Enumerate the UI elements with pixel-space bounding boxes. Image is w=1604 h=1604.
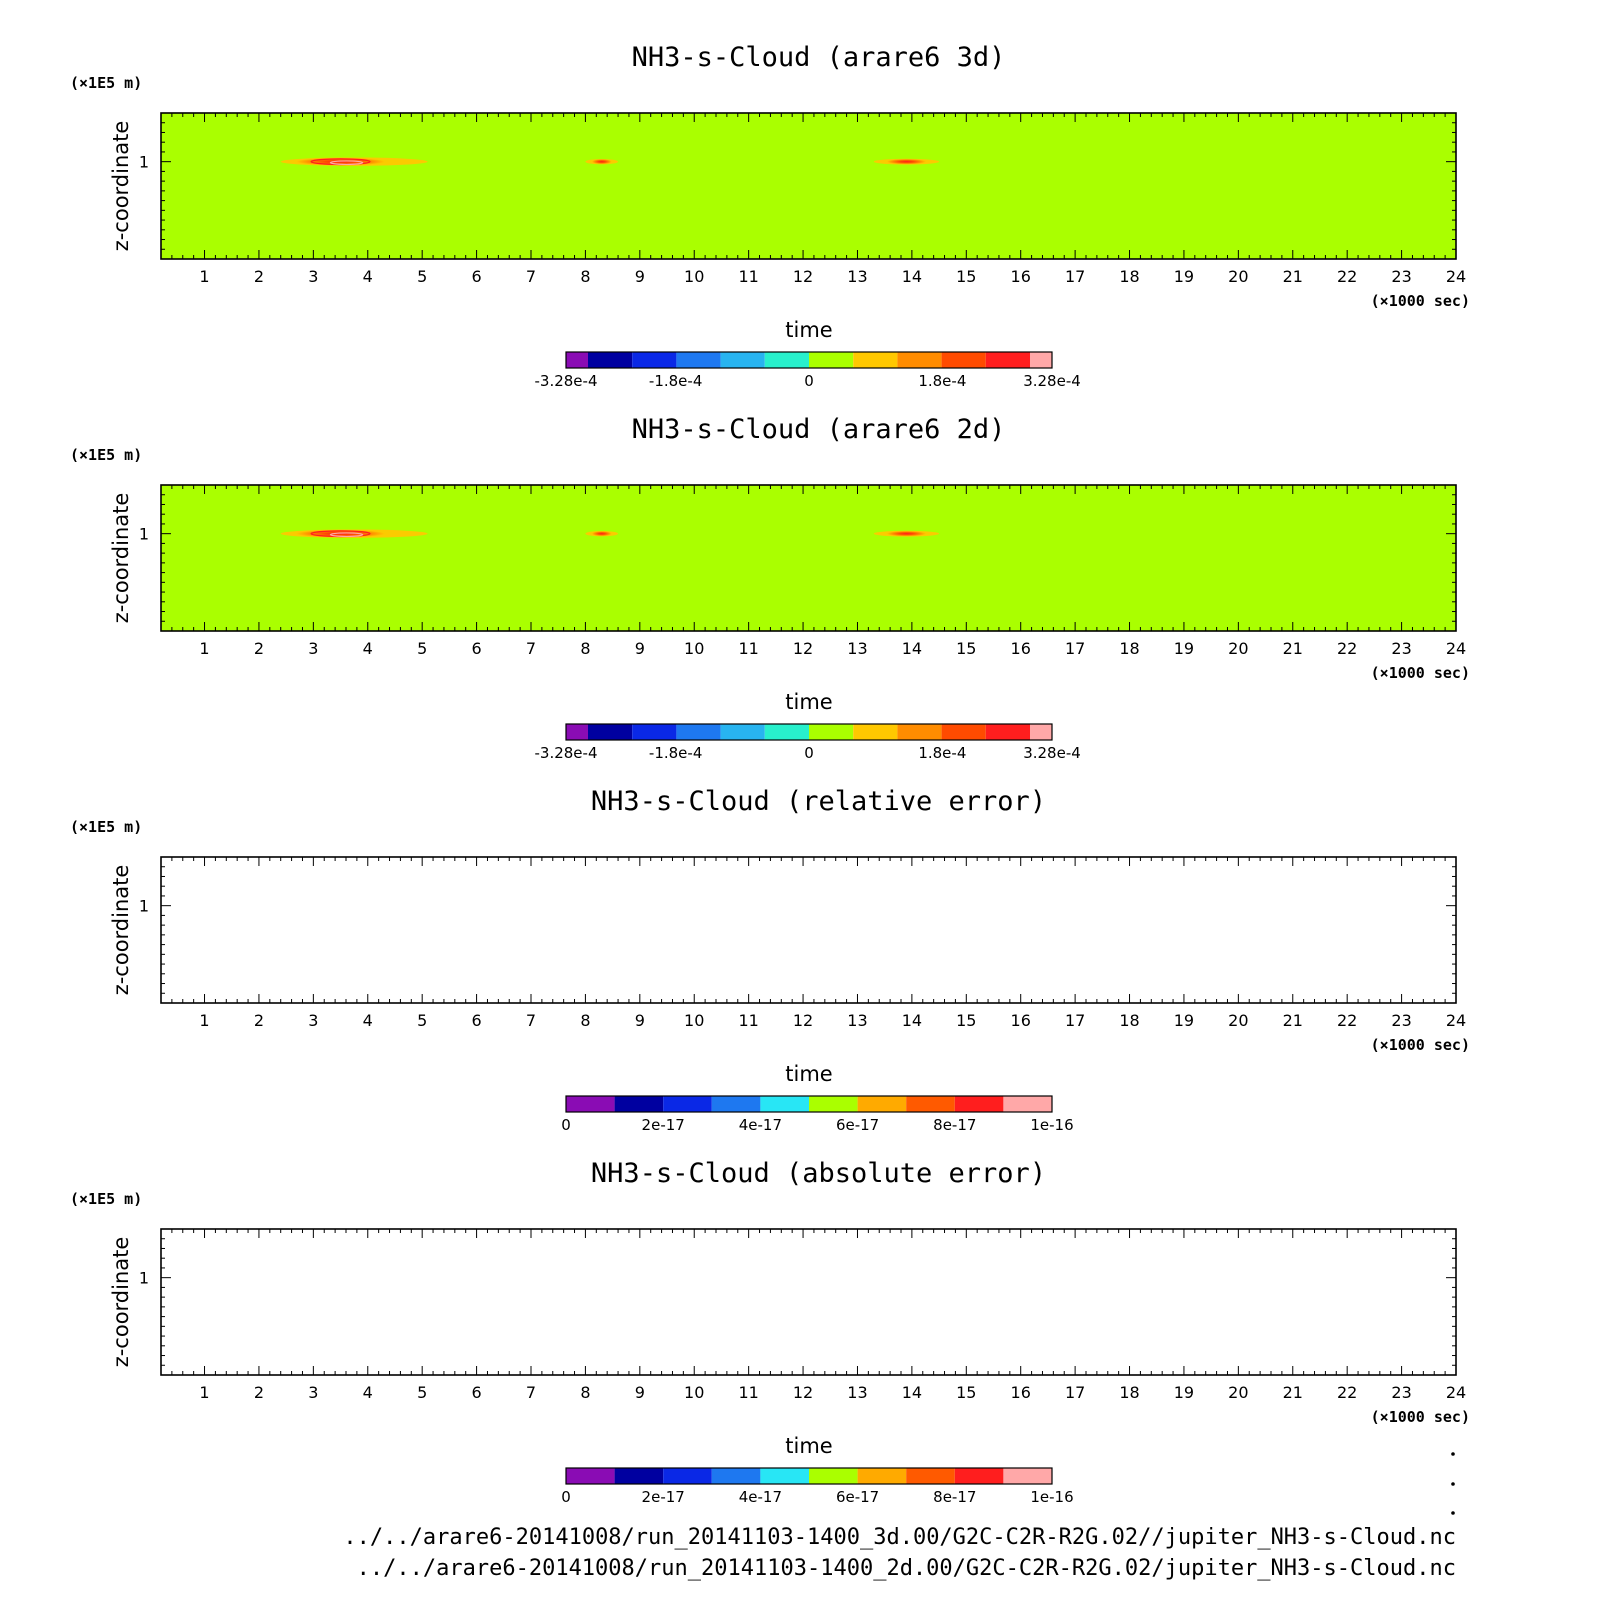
x-tick-label: 7 [525,1011,537,1030]
x-tick-label: 17 [1064,267,1086,286]
x-tick-label: 11 [738,1383,759,1402]
x-tick-label: 17 [1064,639,1086,658]
x-tick-label: 18 [1119,1011,1140,1030]
panel-4 [70,1158,1470,1506]
x-axis-label: time [785,1062,833,1086]
colorbar-cell [942,352,986,368]
plot-frame [161,1229,1456,1375]
x-tick-label: 11 [738,639,759,658]
x-tick-label: 22 [1336,1383,1358,1402]
x-tick-label: 5 [417,1011,428,1030]
colorbar-cell [986,352,1030,368]
colorbar-tick-label: -1.8e-4 [648,372,703,390]
colorbar-cell [588,352,632,368]
x-tick-label: 3 [308,639,319,658]
x-tick-label: 11 [738,267,759,286]
x-tick-label: 22 [1336,267,1358,286]
x-axis-label: time [785,318,833,342]
x-tick-label: 6 [471,1383,482,1402]
colorbar-cell [566,1468,615,1484]
x-tick-label: 21 [1282,267,1303,286]
x-tick-label: 17 [1064,1011,1086,1030]
x-tick-label: 22 [1336,639,1358,658]
x-tick-label: 24 [1445,267,1467,286]
colorbar-tick-label: 0 [561,1116,571,1134]
colorbar-cell [986,724,1030,740]
x-tick-label: 14 [901,1383,923,1402]
x-tick-label: 10 [684,1011,705,1030]
colorbar-cell [897,352,941,368]
colorbar-cell [955,1468,1004,1484]
x-tick-label: 20 [1228,639,1249,658]
x-tick-label: 17 [1064,1383,1086,1402]
colorbar-cell [955,1096,1004,1112]
colorbar-tick-label: 1e-16 [1030,1116,1074,1134]
colorbar-tick-label: 8e-17 [933,1116,977,1134]
y-tick-label: 1 [138,1268,149,1288]
x-tick-label: 16 [1010,267,1031,286]
colorbar-cell [1030,352,1052,368]
x-unit-label: (×1000 sec) [1370,1408,1470,1426]
x-tick-label: 12 [792,1011,814,1030]
x-tick-label: 2 [253,639,265,658]
x-tick-label: 14 [901,267,923,286]
cloud-feature [887,159,926,164]
x-tick-label: 2 [253,1383,265,1402]
x-tick-label: 7 [525,639,537,658]
x-unit-label: (×1000 sec) [1370,1036,1470,1054]
colorbar-tick-label: 1e-16 [1030,1488,1074,1506]
colorbar-tick-label: 3.28e-4 [1023,744,1081,762]
colorbar-tick-label: 4e-17 [738,1488,783,1506]
colorbar-tick-label: -3.28e-4 [534,744,598,762]
x-tick-label: 23 [1391,1383,1412,1402]
x-tick-label: 13 [847,1383,868,1402]
x-tick-label: 24 [1445,639,1467,658]
colorbar-cell [712,1096,761,1112]
x-tick-label: 22 [1336,1011,1358,1030]
x-tick-label: 14 [901,1011,923,1030]
colorbar-cell [721,352,765,368]
x-tick-label: 21 [1282,1383,1303,1402]
x-tick-label: 13 [847,639,868,658]
chart-title: NH3-s-Cloud (relative error) [590,786,1047,817]
colorbar-cell [853,724,897,740]
x-tick-label: 10 [684,639,705,658]
y-axis-label: z-coordinate [109,1236,133,1368]
y-tick-label: 1 [138,524,149,544]
panel-2 [70,414,1470,762]
x-tick-label: 24 [1445,1383,1467,1402]
x-tick-label: 4 [362,1011,373,1030]
colorbar-cell [632,352,676,368]
x-tick-label: 21 [1282,639,1303,658]
x-tick-label: 23 [1391,639,1412,658]
chart-title: NH3-s-Cloud (absolute error) [590,1158,1047,1189]
colorbar-tick-label: 0 [804,744,814,762]
x-tick-label: 5 [417,267,428,286]
x-tick-label: 3 [308,1383,319,1402]
x-tick-label: 18 [1119,267,1140,286]
colorbar-cell [632,724,676,740]
x-tick-label: 9 [634,267,645,286]
corner-dot [1451,1452,1455,1456]
x-tick-label: 20 [1228,1011,1249,1030]
colorbar-cell [566,352,588,368]
x-tick-label: 12 [792,639,814,658]
colorbar-cell [588,724,632,740]
y-unit-label: (×1E5 m) [70,446,143,464]
x-tick-label: 8 [580,1383,591,1402]
colorbar-tick-label: 1.8e-4 [918,372,967,390]
cloud-feature [887,531,926,536]
x-unit-label: (×1000 sec) [1370,664,1470,682]
colorbar-tick-label: 0 [804,372,814,390]
x-tick-label: 4 [362,267,373,286]
x-tick-label: 10 [684,1383,705,1402]
y-axis-label: z-coordinate [109,492,133,624]
x-tick-label: 4 [362,639,373,658]
x-tick-label: 2 [253,1011,265,1030]
colorbar-tick-label: 1.8e-4 [918,744,967,762]
colorbar-tick-label: 0 [561,1488,571,1506]
x-tick-label: 6 [471,639,482,658]
x-tick-label: 20 [1228,267,1249,286]
y-unit-label: (×1E5 m) [70,818,143,836]
x-tick-label: 15 [956,267,977,286]
x-tick-label: 18 [1119,639,1140,658]
x-tick-label: 1 [199,1383,210,1402]
corner-dot [1451,1482,1455,1486]
colorbar-cell [809,352,853,368]
colorbar-cell [858,1096,907,1112]
x-tick-label: 6 [471,267,482,286]
x-tick-label: 8 [580,267,591,286]
chart-title: NH3-s-Cloud (arare6 3d) [631,42,1006,73]
x-tick-label: 13 [847,1011,868,1030]
x-tick-label: 1 [199,639,210,658]
x-tick-label: 16 [1010,1011,1031,1030]
x-unit-label: (×1000 sec) [1370,292,1470,310]
x-tick-label: 9 [634,1383,645,1402]
colorbar-cell [712,1468,761,1484]
x-tick-label: 6 [471,1011,482,1030]
x-tick-label: 8 [580,639,591,658]
colorbar-cell [1003,1468,1052,1484]
panel-1 [70,42,1470,390]
x-tick-label: 16 [1010,1383,1031,1402]
x-tick-label: 11 [738,1011,759,1030]
colorbar-cell [566,724,588,740]
x-tick-label: 19 [1173,267,1195,286]
x-tick-label: 12 [792,267,814,286]
colorbar-tick-label: 6e-17 [835,1116,880,1134]
colorbar-tick-label: 3.28e-4 [1023,372,1081,390]
x-tick-label: 23 [1391,1011,1412,1030]
plot-frame [161,857,1456,1003]
colorbar-cell [853,352,897,368]
y-unit-label: (×1E5 m) [70,1190,143,1208]
x-tick-label: 7 [525,267,537,286]
x-tick-label: 16 [1010,639,1031,658]
panel-3 [70,786,1470,1134]
x-tick-label: 1 [199,267,210,286]
colorbar-cell [566,1096,615,1112]
cloud-feature [592,531,612,536]
x-tick-label: 5 [417,639,428,658]
colorbar-cell [1003,1096,1052,1112]
field-background [161,113,1456,259]
x-tick-label: 7 [525,1383,537,1402]
y-tick-label: 1 [138,152,149,172]
colorbar-cell [942,724,986,740]
x-tick-label: 1 [199,1011,210,1030]
x-tick-label: 21 [1282,1011,1303,1030]
x-tick-label: 9 [634,639,645,658]
colorbar-cell [809,1096,858,1112]
x-tick-label: 19 [1173,1011,1195,1030]
y-unit-label: (×1E5 m) [70,74,143,92]
x-tick-label: 15 [956,1011,977,1030]
cloud-feature [592,159,612,164]
x-tick-label: 4 [362,1383,373,1402]
colorbar-tick-label: 4e-17 [738,1116,783,1134]
colorbar-cell [765,724,809,740]
x-tick-label: 20 [1228,1383,1249,1402]
colorbar-cell [765,352,809,368]
x-tick-label: 8 [580,1011,591,1030]
x-tick-label: 12 [792,1383,814,1402]
x-tick-label: 19 [1173,639,1195,658]
x-tick-label: 3 [308,267,319,286]
colorbar-cell [809,1468,858,1484]
colorbar-tick-label: 6e-17 [835,1488,880,1506]
x-tick-label: 18 [1119,1383,1140,1402]
x-axis-label: time [785,1434,833,1458]
x-tick-label: 5 [417,1383,428,1402]
colorbar-cell [615,1468,664,1484]
x-tick-label: 19 [1173,1383,1195,1402]
x-tick-label: 15 [956,1383,977,1402]
colorbar-cell [663,1468,712,1484]
x-tick-label: 23 [1391,267,1412,286]
footer-path-3d: ../../arare6-20141008/run_20141103-1400_3d.00/G2C-C2R-R2G.02//jupiter_NH3-s-Cloud.nc [343,1525,1456,1550]
x-tick-label: 2 [253,267,265,286]
colorbar-cell [676,724,720,740]
x-tick-label: 3 [308,1011,319,1030]
colorbar-cell [760,1096,809,1112]
colorbar-cell [615,1096,664,1112]
y-axis-label: z-coordinate [109,120,133,252]
colorbar-cell [906,1468,955,1484]
colorbar-cell [760,1468,809,1484]
chart-title: NH3-s-Cloud (arare6 2d) [631,414,1006,445]
x-tick-label: 13 [847,267,868,286]
field-background [161,485,1456,631]
colorbar-cell [858,1468,907,1484]
panels [70,42,1470,1506]
colorbar-tick-label: 2e-17 [641,1488,685,1506]
x-tick-label: 15 [956,639,977,658]
colorbar-cell [897,724,941,740]
colorbar-tick-label: -1.8e-4 [648,744,703,762]
colorbar-tick-label: -3.28e-4 [534,372,598,390]
x-tick-label: 24 [1445,1011,1467,1030]
colorbar-cell [906,1096,955,1112]
colorbar-cell [721,724,765,740]
x-axis-label: time [785,690,833,714]
colorbar-cell [676,352,720,368]
colorbar-cell [809,724,853,740]
x-tick-label: 14 [901,639,923,658]
colorbar-cell [1030,724,1052,740]
corner-dot [1451,1511,1455,1515]
colorbar-cell [663,1096,712,1112]
x-tick-label: 10 [684,267,705,286]
colorbar-tick-label: 8e-17 [933,1488,977,1506]
x-tick-label: 9 [634,1011,645,1030]
footer-path-2d: ../../arare6-20141008/run_20141103-1400_2d.00/G2C-C2R-R2G.02/jupiter_NH3-s-Cloud.nc [356,1556,1456,1581]
y-axis-label: z-coordinate [109,864,133,996]
colorbar-tick-label: 2e-17 [641,1116,685,1134]
y-tick-label: 1 [138,896,149,916]
